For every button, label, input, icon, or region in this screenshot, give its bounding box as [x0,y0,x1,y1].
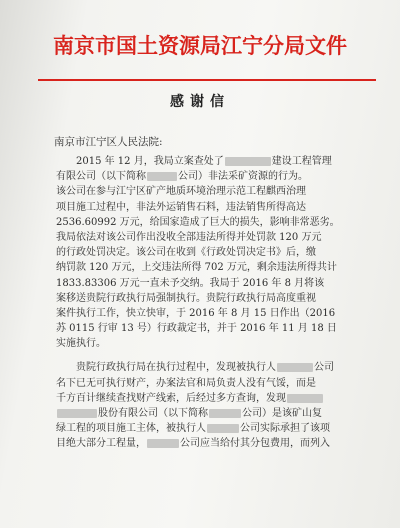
text-line: 实施执行。 [56,338,106,350]
text-line: 纳罚款 120 万元，上交违法所得 702 万元，剩余违法所得共计 [56,262,337,274]
redaction-block [225,157,271,166]
text-line: 苏 0115 行审 13 号）行政裁定书，并于 2016 年 11 月 18 日 [56,323,337,335]
document-title: 感谢信 [170,94,230,110]
text-line: 我局依法对该公司作出没收全部违法所得并处罚款 120 万元 [56,231,322,243]
text-line: 贵院行政执行局在执行过程中，发现被执行人 公司 [76,362,334,374]
text-line: 股份有限公司（以下简称 公司）是该矿山复 [56,406,374,421]
letter-body [56,154,374,452]
redaction-block [209,409,241,418]
text-line: 案移送贵院行政执行局强制执行。贵院行政执行局高度重视 [56,292,316,304]
redaction-block [147,172,177,181]
redaction-block [287,394,323,403]
text-line: 该公司在参与江宁区矿产地质环境治理示范工程麒西治理 [56,186,306,198]
text-line: 绿工程的项目施工主体，被执行人 公司实际承担了该项 [56,423,330,435]
text-line: 1833.83306 万元一直未予交纳。我局于 2016 年 8 月将该 [56,277,325,289]
text-line: 名下已无可执行财产，办案法官和局负责人没有气馁，而是 [56,377,316,389]
text-line: 项目施工过程中，非法外运销售石料，违法销售所得高达 [56,201,306,213]
text-line: 2015 年 12 月，我局立案查处了 建设工程管理 [76,156,332,167]
letterhead: 南京市国土资源局江宁分局文件 [53,34,347,58]
redaction-block [57,409,97,418]
redaction-block [147,439,179,448]
paragraph-2 [56,360,374,451]
letterhead-rule [38,79,376,81]
text-line: 目绝大部分工程量， 公司应当给付其分包费用，而列入 [56,438,330,450]
text-line: 有限公司（以下简称 公司）非法采矿资源的行为。 [56,171,308,183]
paragraph-1 [56,154,374,351]
salutation: 南京市江宁区人民法院: [54,136,163,148]
text-line: 千方百计继续查找财产线索，后经过多方查询，发现 [56,391,374,406]
text-line: 2536.60992 万元，给国家造成了巨大的损失，影响非常恶劣。 [56,216,340,228]
redaction-block [277,363,313,372]
text-line: 的行政处罚决定。该公司在收到《行政处罚决定书》后，缴 [56,247,316,259]
redaction-block [207,424,239,433]
text-line: 案件执行工作，快立快审，于 2016 年 8 月 15 日作出（2016 [56,307,336,319]
